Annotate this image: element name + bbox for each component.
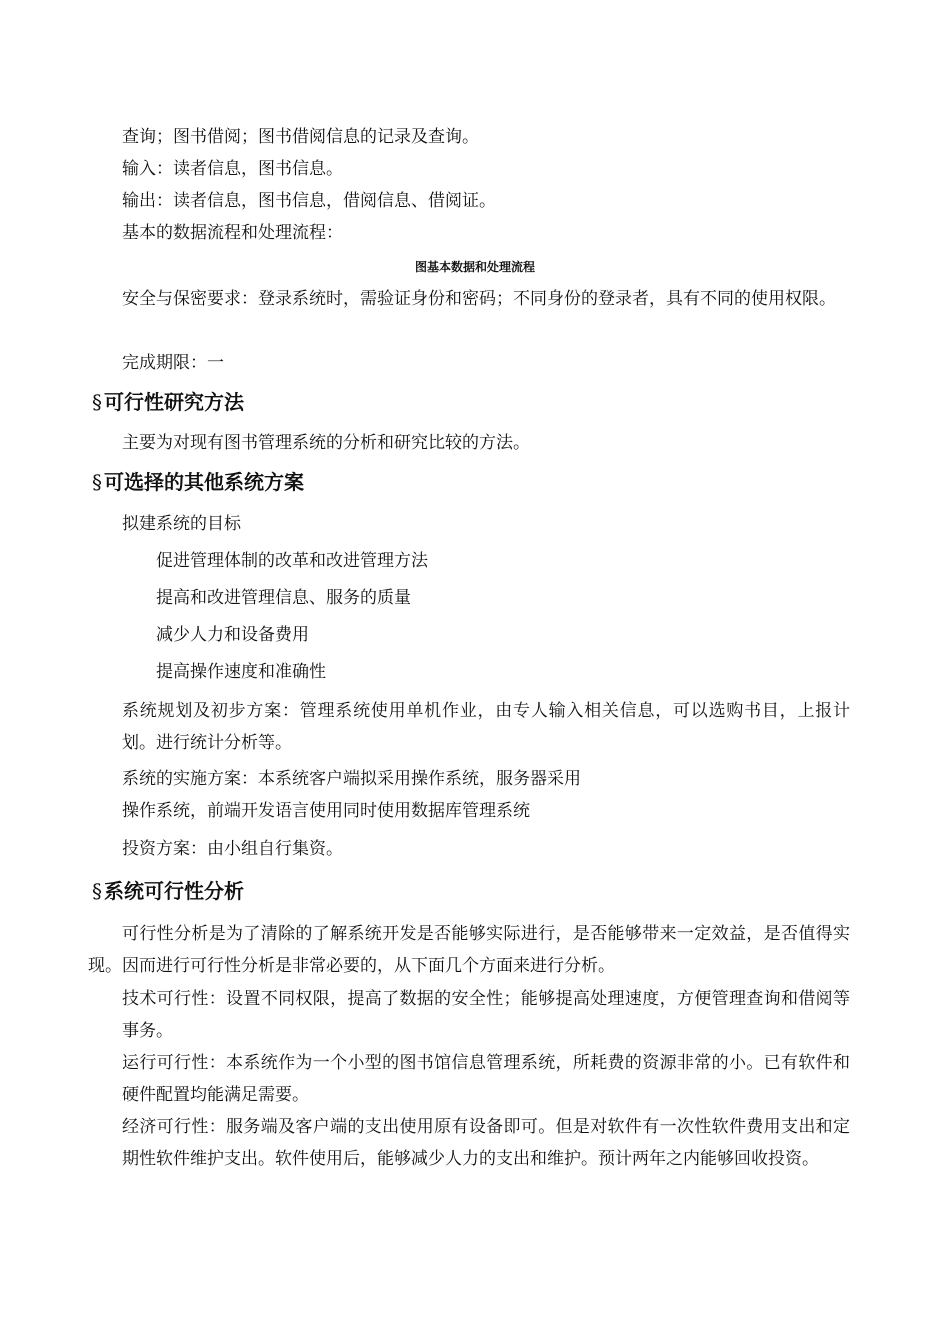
section-marker: §: [92, 390, 102, 414]
paragraph-input: 输入：读者信息，图书信息。: [122, 159, 343, 179]
section-marker: §: [92, 879, 102, 903]
section-heading-alternatives: [92, 467, 304, 497]
paragraph-research-method: 主要为对现有图书管理系统的分析和研究比较的方法。: [122, 433, 530, 453]
section-title: 可行性研究方法: [104, 390, 244, 414]
figure-caption: 图基本数据和处理流程: [414, 260, 535, 274]
paragraph-technical-feasibility: 技术可行性：设置不同权限，提高了数据的安全性；能够提高处理速度，方便管理查询和借阅等事务。: [122, 989, 850, 1041]
paragraph-operational-feasibility: 运行可行性：本系统作为一个小型的图书馆信息管理系统，所耗费的资源非常的小。已有软件和硬件配置均能满足需要。: [122, 1053, 850, 1105]
paragraph-implementation-1: 系统的实施方案：本系统客户端拟采用操作系统，服务器采用: [122, 769, 581, 789]
paragraph-flow: 基本的数据流程和处理流程：: [122, 223, 343, 243]
section-heading-research-method: [92, 387, 244, 417]
list-item-goal: 减少人力和设备费用: [156, 625, 309, 645]
paragraph-output: 输出：读者信息，图书信息，借阅信息、借阅证。: [122, 191, 496, 211]
paragraph-query: 查询；图书借阅；图书借阅信息的记录及查询。: [122, 127, 479, 147]
paragraph-implementation-2: 操作系统，前端开发语言使用同时使用数据库管理系统: [122, 801, 530, 821]
list-item-goal: 提高和改进管理信息、服务的质量: [156, 588, 411, 608]
section-heading-feasibility: [92, 876, 244, 906]
paragraph-security: 安全与保密要求：登录系统时，需验证身份和密码；不同身份的登录者，具有不同的使用权限。: [122, 289, 836, 309]
paragraph-deadline: 完成期限：一: [122, 353, 224, 373]
paragraph-economic-feasibility: 经济可行性：服务端及客户端的支出使用原有设备即可。但是对软件有一次性软件费用支出和定期性软件维护支出。软件使用后，能够减少人力的支出和维护。预计两年之内能够回收投资。: [122, 1117, 850, 1169]
section-title: 可选择的其他系统方案: [104, 470, 304, 494]
list-item-goal: 促进管理体制的改革和改进管理方法: [156, 551, 428, 571]
paragraph-feasibility-intro: 可行性分析是为了清除的了解系统开发是否能够实际进行，是否能够带来一定效益，是否值得实现。因而进行可行性分析是非常必要的，从下面几个方面来进行分析。: [88, 924, 850, 976]
paragraph-goal-label: 拟建系统的目标: [122, 514, 241, 534]
section-marker: §: [92, 470, 102, 494]
list-item-goal: 提高操作速度和准确性: [156, 662, 326, 682]
paragraph-investment: 投资方案：由小组自行集资。: [122, 839, 343, 859]
paragraph-plan: 系统规划及初步方案：管理系统使用单机作业，由专人输入相关信息，可以选购书目，上报计划。进行统计分析等。: [122, 701, 850, 753]
section-title: 系统可行性分析: [104, 879, 244, 903]
